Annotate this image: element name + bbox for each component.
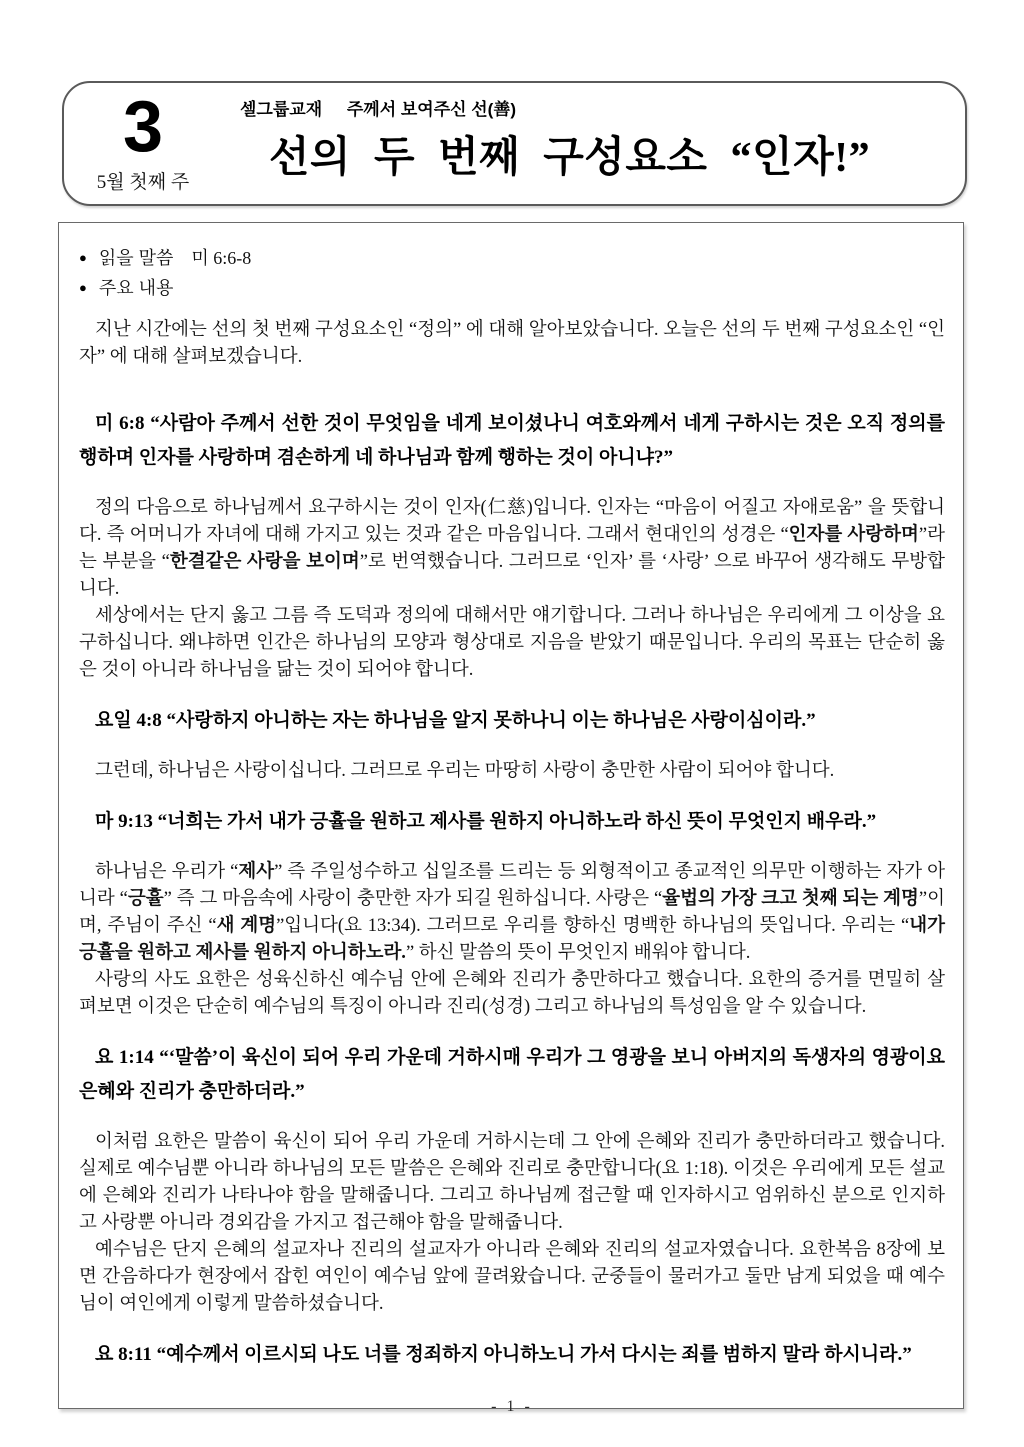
lesson-header-box	[62, 81, 967, 206]
verse-paragraph: 요일 4:8 “사랑하지 아니하는 자는 하나님을 알지 못하나니 이는 하나님은 사랑이심이라.”	[95, 710, 816, 731]
content-body	[79, 317, 945, 1372]
bullet-row-reading	[79, 243, 945, 273]
bullet-label-topic: 주요 내용	[98, 278, 174, 298]
series-title: 주께서 보여주신 선(善)	[346, 100, 517, 119]
body-paragraph: 그런데, 하나님은 사랑이십니다. 그러므로 우리는 마땅히 사랑이 충만한 사람이 되어야 합니다.	[95, 761, 835, 781]
bullets-block	[79, 243, 945, 303]
body-paragraph: 정의 다음으로 하나님께서 요구하시는 것이 인자(仁慈)입니다. 인자는 “마음이 어질고 자애로움” 을 뜻합니다. 즉 어머니가 자녀에 대해 가지고 있는 것과 같은 마음입니다. 그래서 현대인의 성경은 “인자를 사랑하며”라는 부분을 “한결같은 사랑을 보이며”로 번역했습니다. 그러므로 ‘인자’ 를 ‘사랑’ 으로 바꾸어 생각해도 무방합니다.	[79, 498, 945, 599]
series-line	[240, 95, 516, 120]
week-label: 5월 첫째 주	[96, 172, 190, 193]
content-box	[58, 222, 964, 1409]
body-paragraph: 예수님은 단지 은혜의 설교자나 진리의 설교자가 아니라 은혜와 진리의 설교자였습니다. 요한복음 8장에 보면 간음하다가 현장에서 잡힌 여인이 예수님 앞에 끌려왔습니다. 군중들이 물러가고 둘만 남게 되었을 때 예수님이 여인에게 이렇게 말씀하셨습니다.	[79, 1240, 945, 1314]
verse-paragraph: 마 9:13 “너희는 가서 내가 긍휼을 원하고 제사를 원하지 아니하노라 하신 뜻이 무엇인지 배우라.”	[95, 811, 877, 832]
body-paragraph: 지난 시간에는 선의 첫 번째 구성요소인 “정의” 에 대해 알아보았습니다. 오늘은 선의 두 번째 구성요소인 “인자” 에 대해 살펴보겠습니다.	[79, 320, 945, 367]
lesson-title: 선의 두 번째 구성요소 “인자!”	[268, 135, 871, 181]
series-label: 셀그룹교재	[240, 100, 323, 119]
bullet-icon: ●	[79, 250, 87, 265]
body-paragraph: 이처럼 요한은 말씀이 육신이 되어 우리 가운데 거하시는데 그 안에 은혜와 진리가 충만하더라고 했습니다. 실제로 예수님뿐 아니라 하나님의 모든 말씀은 은혜와 진리로 충만합니다(요 1:18). 이것은 우리에게 모든 설교에 은혜와 진리가 나타나야 함을 말해줍니다. 그리고 하나님께 접근할 때 인자하시고 엄위하신 분으로 인지하고 사랑뿐 아니라 경외감을 가지고 접근해야 함을 말해줍니다.	[79, 1132, 945, 1233]
lesson-number: 3	[122, 87, 164, 167]
verse-paragraph: 요 1:14 “‘말씀’이 육신이 되어 우리 가운데 거하시매 우리가 그 영광을 보니 아버지의 독생자의 영광이요 은혜와 진리가 충만하더라.”	[79, 1047, 945, 1102]
body-paragraph: 세상에서는 단지 옳고 그름 즉 도덕과 정의에 대해서만 얘기합니다. 그러나 하나님은 우리에게 그 이상을 요구하십니다. 왜냐하면 인간은 하나님의 모양과 형상대로 지음을 받았기 때문입니다. 우리의 목표는 단순히 옳은 것이 아니라 하나님을 닮는 것이 되어야 합니다.	[79, 606, 945, 680]
page-number: - 1 -	[491, 1398, 533, 1415]
bullet-row-topic	[79, 273, 945, 303]
verse-paragraph: 요 8:11 “예수께서 이르시되 나도 너를 정죄하지 아니하노니 가서 다시는 죄를 범하지 말라 하시니라.”	[95, 1344, 912, 1365]
body-paragraph: 사랑의 사도 요한은 성육신하신 예수님 안에 은혜와 진리가 충만하다고 했습니다. 요한의 증거를 면밀히 살펴보면 이것은 단순히 예수님의 특징이 아니라 진리(성경) 그리고 하나님의 특성임을 알 수 있습니다.	[79, 970, 945, 1017]
bullet-value-reading: 미 6:6-8	[191, 248, 252, 268]
verse-paragraph: 미 6:8 “사람아 주께서 선한 것이 무엇임을 네게 보이셨나니 여호와께서 네게 구하시는 것은 오직 정의를 행하며 인자를 사랑하며 겸손하게 네 하나님과 함께 행하는 것이 아니냐?”	[79, 413, 945, 468]
bullet-icon: ●	[79, 280, 87, 295]
bullet-label-reading: 읽을 말씀	[98, 248, 174, 268]
body-paragraph: 하나님은 우리가 “제사” 즉 주일성수하고 십일조를 드리는 등 외형적이고 종교적인 의무만 이행하는 자가 아니라 “긍휼” 즉 그 마음속에 사랑이 충만한 자가 되길 원하십니다. 사랑은 “율법의 가장 크고 첫째 되는 계명”이며, 주님이 주신 “새 계명”입니다(요 13:34). 그러므로 우리를 향하신 명백한 하나님의 뜻입니다. 우리는 “내가 긍휼을 원하고 제사를 원하지 아니하노라.” 하신 말씀의 뜻이 무엇인지 배워야 합니다.	[79, 862, 945, 963]
